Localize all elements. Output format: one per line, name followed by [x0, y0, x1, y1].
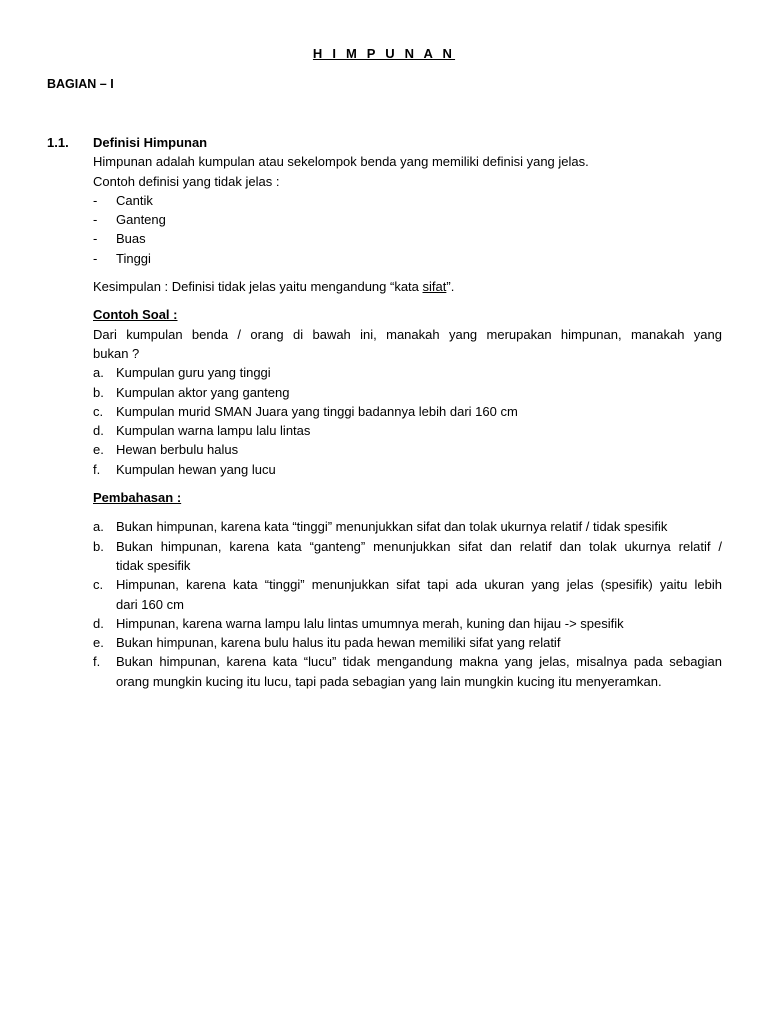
list-marker: d. [93, 423, 104, 439]
list-item-text: Bukan himpunan, karena kata “ganteng” menunjukkan sifat dan relatif dan tolak ukurnya relatif / [116, 538, 722, 554]
spacer [93, 268, 722, 277]
list-item [93, 614, 722, 633]
list-item-text: Hewan berbulu halus [116, 442, 239, 458]
list-marker: e. [93, 442, 104, 458]
list-item-text: Kumpulan murid SMAN Juara yang tinggi badannya lebih dari 160 cm [116, 403, 518, 419]
part-label: BAGIAN – I [47, 77, 114, 91]
conclusion-text [93, 277, 722, 296]
list-item [93, 537, 722, 576]
list-marker: - [93, 192, 98, 208]
list-item-text: Kumpulan hewan yang lucu [116, 461, 276, 477]
list-item [93, 249, 722, 268]
list-item [93, 460, 722, 479]
list-marker: a. [93, 365, 104, 381]
list-item [93, 652, 722, 691]
list-item-text: Tinggi [116, 250, 151, 266]
list-marker: - [93, 250, 98, 266]
list-marker: c. [93, 577, 104, 593]
list-item-text: orang mungkin kucing itu lucu, tapi pada sebagian yang lain mungkin kucing itu menyeramkan. [116, 673, 662, 689]
list-item-body [116, 652, 722, 691]
list-item [93, 517, 722, 536]
list-marker: b. [93, 538, 104, 554]
list-item [93, 440, 722, 459]
discussion-list [93, 517, 722, 691]
list-item [93, 402, 722, 421]
list-item [93, 363, 722, 382]
example-question-line: Dari kumpulan benda / orang di bawah ini, manakah yang merupakan himpunan, manakah yang [93, 326, 722, 342]
list-item-text: Bukan himpunan, karena kata “lucu” tidak mengandung makna yang jelas, misalnya pada sebagian [116, 654, 722, 670]
list-item-text: Ganteng [116, 212, 166, 228]
list-item [93, 383, 722, 402]
list-marker: f. [93, 461, 101, 477]
list-item-text: Bukan himpunan, karena kata “tinggi” menunjukkan sifat dan tolak ukurnya relatif / tidak spesifik [116, 519, 668, 535]
list-item-body [116, 517, 722, 536]
definition-text: Himpunan adalah kumpulan atau sekelompok benda yang memiliki definisi yang jelas. [93, 154, 589, 170]
list-item [93, 229, 722, 248]
list-marker: d. [93, 615, 104, 631]
example-question-line: bukan ? [93, 345, 140, 361]
unclear-intro: Contoh definisi yang tidak jelas : [93, 173, 280, 189]
section-number: 1.1. [47, 135, 69, 150]
list-item [93, 633, 722, 652]
spacer [93, 296, 722, 305]
list-item-text: Kumpulan warna lampu lalu lintas [116, 423, 311, 439]
conclusion-prefix: Kesimpulan : Definisi tidak jelas yaitu mengandung “kata [93, 279, 423, 295]
list-item-text: Himpunan, karena warna lampu lalu lintas umumnya merah, kuning dan hijau -> spesifik [116, 615, 624, 631]
spacer [93, 507, 722, 517]
list-item [93, 575, 722, 614]
example-heading: Contoh Soal : [93, 307, 178, 323]
list-item-body [116, 614, 722, 633]
list-item-text: tidak spesifik [116, 557, 191, 573]
list-marker: - [93, 231, 98, 247]
list-item-body [116, 633, 722, 652]
list-item-text: Himpunan, karena kata “tinggi” menunjukkan sifat tapi ada ukuran yang jelas (spesifik) yaitu lebih [116, 577, 722, 593]
unclear-list [93, 191, 722, 268]
section-content [93, 133, 722, 691]
list-item-text: Bukan himpunan, karena bulu halus itu pada hewan memiliki sifat yang relatif [116, 635, 561, 651]
discussion-heading: Pembahasan : [93, 490, 182, 506]
list-marker: - [93, 212, 98, 228]
list-item-text: Kumpulan aktor yang ganteng [116, 384, 290, 400]
list-item-text: Cantik [116, 192, 153, 208]
spacer [93, 479, 722, 488]
list-marker: c. [93, 403, 104, 419]
example-list [93, 363, 722, 479]
list-marker: a. [93, 519, 104, 535]
list-item [93, 210, 722, 229]
list-item-text: Buas [116, 231, 146, 247]
conclusion-suffix: ”. [446, 279, 455, 295]
list-item [93, 191, 722, 210]
list-item-body [116, 575, 722, 614]
section-heading: Definisi Himpunan [93, 135, 208, 150]
list-item-text: Kumpulan guru yang tinggi [116, 365, 271, 381]
list-marker: b. [93, 384, 104, 400]
list-item [93, 421, 722, 440]
list-marker: e. [93, 635, 104, 651]
list-marker: f. [93, 654, 101, 670]
list-item-body [116, 537, 722, 576]
conclusion-keyword: sifat [422, 279, 447, 295]
list-item-text: dari 160 cm [116, 596, 184, 612]
page-title: H I M P U N A N [312, 46, 456, 61]
